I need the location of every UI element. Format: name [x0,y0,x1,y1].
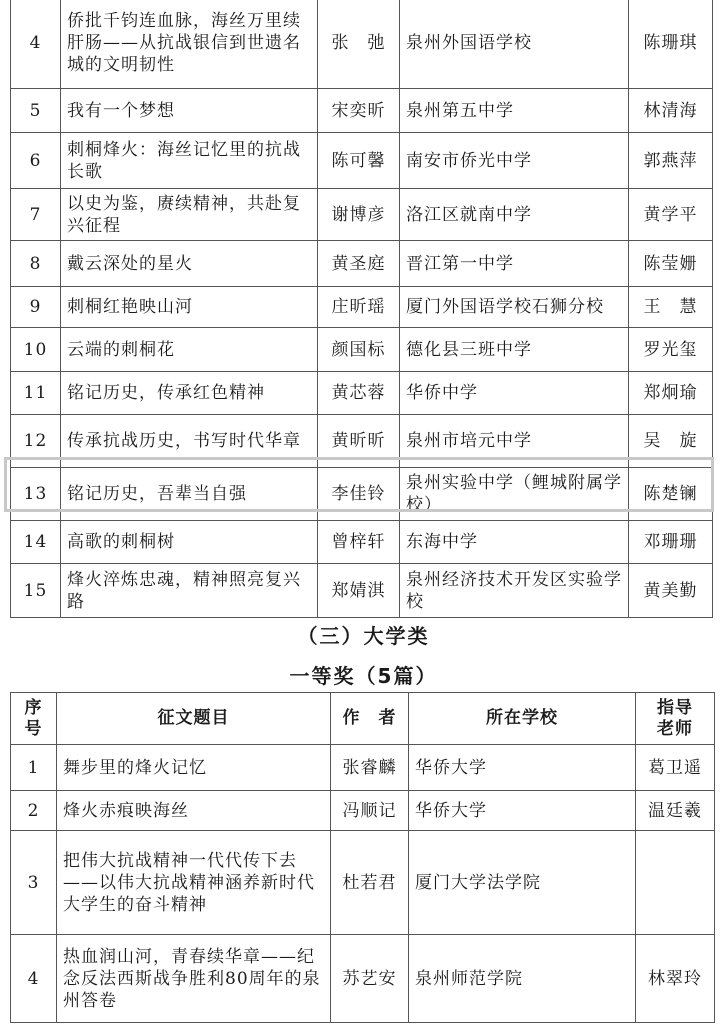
row-number: 9 [11,287,61,328]
row-number: 14 [11,521,61,564]
school-name: 泉州实验中学（鲤城附属学校） [400,468,629,521]
award-heading: 一等奖（5篇） [289,664,438,688]
teacher-name: 黄美勤 [629,564,713,618]
author-name: 颜国标 [318,328,400,372]
table-row [11,831,715,935]
school-name: 华侨大学 [409,791,636,831]
award-table-university [10,692,715,1023]
row-number: 2 [11,791,57,831]
row-number: 4 [11,935,57,1023]
row-number: 13 [11,468,61,521]
school-name: 泉州第五中学 [400,89,629,133]
header-author: 作 者 [331,693,409,745]
essay-title: 刺桐红艳映山河 [61,287,318,328]
essay-title: 高歌的刺桐树 [61,521,318,564]
school-name: 泉州师范学院 [409,935,636,1023]
school-name: 德化县三班中学 [400,328,629,372]
table-row [11,241,713,287]
table-row [11,745,715,791]
teacher-name: 吴 旋 [629,415,713,468]
teacher-name: 葛卫遥 [636,745,715,791]
teacher-name: 林清海 [629,89,713,133]
school-name: 东海中学 [400,521,629,564]
essay-title: 热血润山河，青春续华章——纪念反法西斯战争胜利80周年的泉州答卷 [57,935,331,1023]
row-number: 8 [11,241,61,287]
teacher-name: 陈楚镧 [629,468,713,521]
author-name: 张睿麟 [331,745,409,791]
teacher-name: 温廷羲 [636,791,715,831]
author-name: 李佳铃 [318,468,400,521]
table-row [11,0,713,89]
essay-title: 刺桐烽火：海丝记忆里的抗战长歌 [61,133,318,189]
table-header-row [11,693,715,745]
teacher-name: 王 慧 [629,287,713,328]
row-number: 5 [11,89,61,133]
table-row [11,564,713,618]
row-number: 1 [11,745,57,791]
school-name: 洛江区就南中学 [400,189,629,241]
teacher-name: 罗光玺 [629,328,713,372]
essay-title: 铭记历史，吾辈当自强 [61,468,318,521]
school-name: 华侨大学 [409,745,636,791]
row-number: 6 [11,133,61,189]
header-number: 序 号 [11,693,57,745]
author-name: 黄昕昕 [318,415,400,468]
award-table-secondary [10,0,713,618]
author-name: 宋奕昕 [318,89,400,133]
row-number: 15 [11,564,61,618]
essay-title: 把伟大抗战精神一代代传下去——以伟大抗战精神涵养新时代大学生的奋斗精神 [57,831,331,935]
essay-title: 传承抗战历史，书写时代华章 [61,415,318,468]
table-row [11,89,713,133]
author-name: 张 弛 [318,0,400,89]
teacher-name: 林翠玲 [636,935,715,1023]
table-row [11,287,713,328]
essay-title: 烽火淬炼忠魂，精神照亮复兴路 [61,564,318,618]
school-name: 泉州经济技术开发区实验学校 [400,564,629,618]
essay-title: 烽火赤痕映海丝 [57,791,331,831]
school-name: 泉州市培元中学 [400,415,629,468]
teacher-name: 陈珊琪 [629,0,713,89]
essay-title: 以史为鉴，赓续精神，共赴复兴征程 [61,189,318,241]
row-number: 4 [11,0,61,89]
row-number: 3 [11,831,57,935]
table-row [11,328,713,372]
teacher-name: 陈莹姗 [629,241,713,287]
school-name: 南安市侨光中学 [400,133,629,189]
author-name: 曾梓轩 [318,521,400,564]
table-row [11,189,713,241]
essay-title: 云端的刺桐花 [61,328,318,372]
author-name: 苏艺安 [331,935,409,1023]
table-row [11,935,715,1023]
school-name: 泉州外国语学校 [400,0,629,89]
author-name: 庄昕瑶 [318,287,400,328]
header-teacher: 指导 老师 [636,693,715,745]
header-school: 所在学校 [409,693,636,745]
row-number: 12 [11,415,61,468]
essay-title: 舞步里的烽火记忆 [57,745,331,791]
school-name: 厦门外国语学校石狮分校 [400,287,629,328]
table-row [11,415,713,468]
section-heading: （三）大学类 [297,624,430,648]
teacher-name: 郑炯瑜 [629,372,713,415]
author-name: 郑婧淇 [318,564,400,618]
row-number: 11 [11,372,61,415]
school-name: 晋江第一中学 [400,241,629,287]
author-name: 冯顺记 [331,791,409,831]
table-row [11,521,713,564]
essay-title: 侨批千钧连血脉，海丝万里续肝肠——从抗战银信到世遗名城的文明韧性 [61,0,318,89]
table-row [11,372,713,415]
essay-title: 铭记历史，传承红色精神 [61,372,318,415]
table-row [11,468,713,521]
essay-title: 戴云深处的星火 [61,241,318,287]
teacher-name [636,831,715,935]
author-name: 黄圣庭 [318,241,400,287]
table-row [11,791,715,831]
school-name: 厦门大学法学院 [409,831,636,935]
essay-title: 我有一个梦想 [61,89,318,133]
teacher-name: 黄学平 [629,189,713,241]
row-number: 10 [11,328,61,372]
teacher-name: 邓珊珊 [629,521,713,564]
author-name: 杜若君 [331,831,409,935]
school-name: 华侨中学 [400,372,629,415]
table-row [11,133,713,189]
header-title: 征文题目 [57,693,331,745]
row-number: 7 [11,189,61,241]
teacher-name: 郭燕萍 [629,133,713,189]
author-name: 谢博彦 [318,189,400,241]
author-name: 黄芯蓉 [318,372,400,415]
author-name: 陈可馨 [318,133,400,189]
